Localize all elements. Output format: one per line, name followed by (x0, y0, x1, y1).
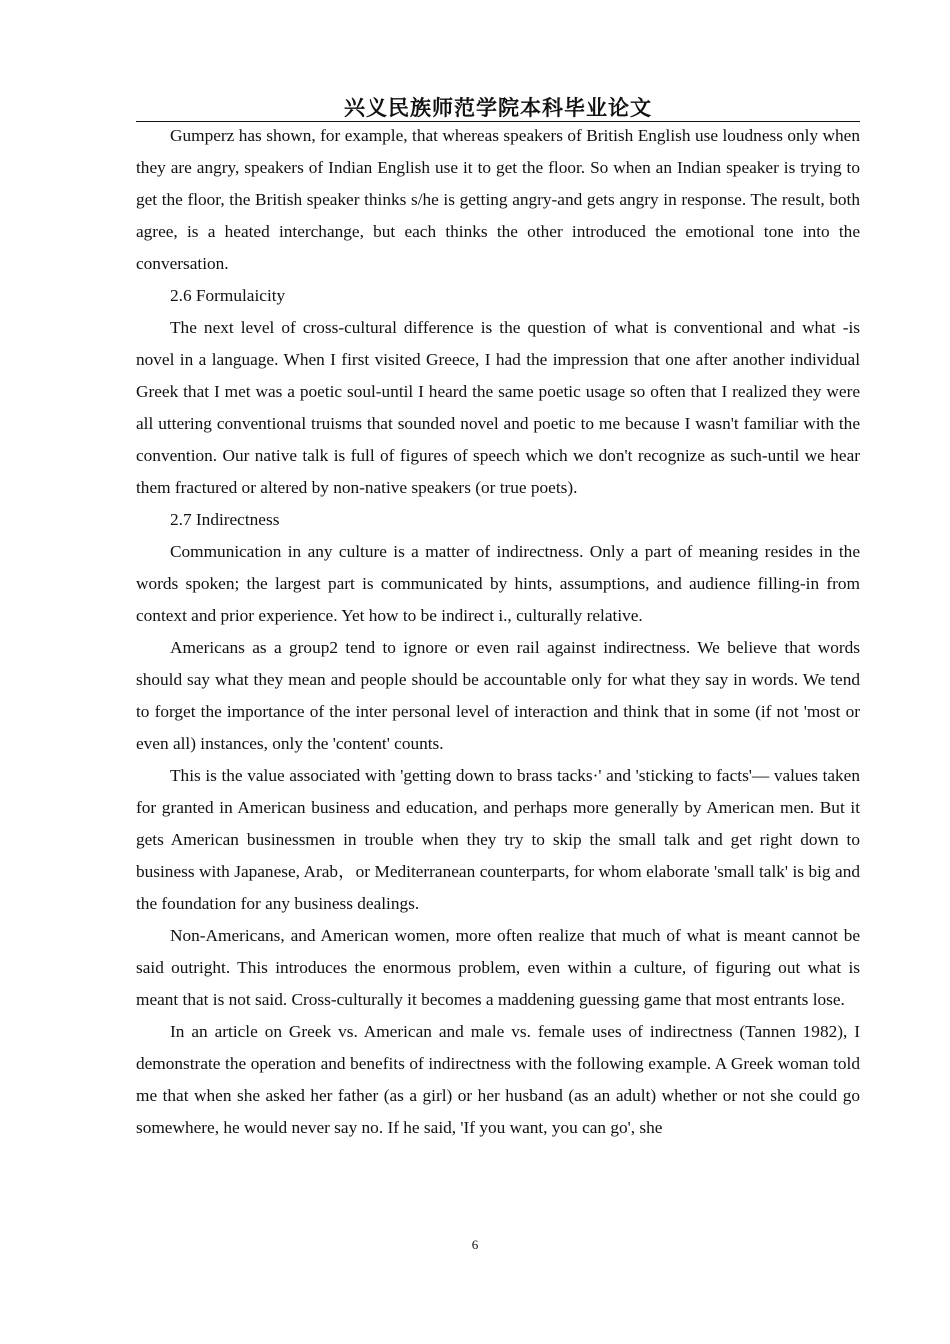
paragraph: Gumperz has shown, for example, that whereas speakers of British English use loudness only when they are angry, speakers of Indian English use it to get the floor. So when an Indian speaker is trying to get the floor, the British speaker thinks s/he is getting angry-and gets angry in response. The result, both agree, is a heated interchange, but each thinks the other introduced the emotional tone into the conversation. (136, 126, 860, 273)
section-heading: 2.6 Formulaicity (170, 286, 286, 305)
paragraph: In an article on Greek vs. American and male vs. female uses of indirectness (Tannen 1982), I demonstrate the operation and benefits of indirectness with the following example. A Greek woman told me that when she asked her father (as a girl) or her husband (as an adult) whether or not she could go somewhere, he would never say no. If he said, 'If you want, you can go', she (136, 1022, 860, 1137)
page-number: 6 (471, 1237, 479, 1252)
paragraph: Non-Americans, and American women, more often realize that much of what is meant cannot be said outright. This introduces the enormous problem, even within a culture, of figuring out what is meant that is not said. Cross-culturally it becomes a maddening guessing game that most entrants lose. (136, 926, 860, 1009)
header-title: 兴义民族师范学院本科毕业论文 (344, 96, 652, 120)
paragraph: This is the value associated with 'getting down to brass tacks·' and 'sticking to facts'— values taken for granted in American business and education, and perhaps more generally by American men. But it gets American businessmen in trouble when they try to skip the small talk and get right down to business with Japanese, Arab，or Mediterranean counterparts, for whom elaborate 'small talk' is big and the foundation for any business dealings. (136, 766, 860, 913)
paragraph: Communication in any culture is a matter of indirectness. Only a part of meaning resides in the words spoken; the largest part is communicated by hints, assumptions, and audience filling-in from context and prior experience. Yet how to be indirect i., culturally relative. (136, 542, 860, 625)
paragraph: Americans as a group2 tend to ignore or even rail against indirectness. We believe that words should say what they mean and people should be accountable only for what they say in words. We tend to forget the importance of the inter personal level of interaction and think that in some (if not 'most or even all) instances, only the 'content' counts. (136, 638, 860, 753)
section-heading: 2.7 Indirectness (170, 510, 280, 529)
paragraph: The next level of cross-cultural difference is the question of what is conventional and what -is novel in a language. When I first visited Greece, I had the impression that one after another individual Greek that I met was a poetic soul-until I heard the same poetic usage so often that I realized they were all uttering conventional truisms that sounded novel and poetic to me because I wasn't familiar with the convention. Our native talk is full of figures of speech which we don't recognize as such-until we hear them fractured or altered by non-native speakers (or true poets). (136, 318, 860, 497)
body-text (136, 120, 860, 1144)
